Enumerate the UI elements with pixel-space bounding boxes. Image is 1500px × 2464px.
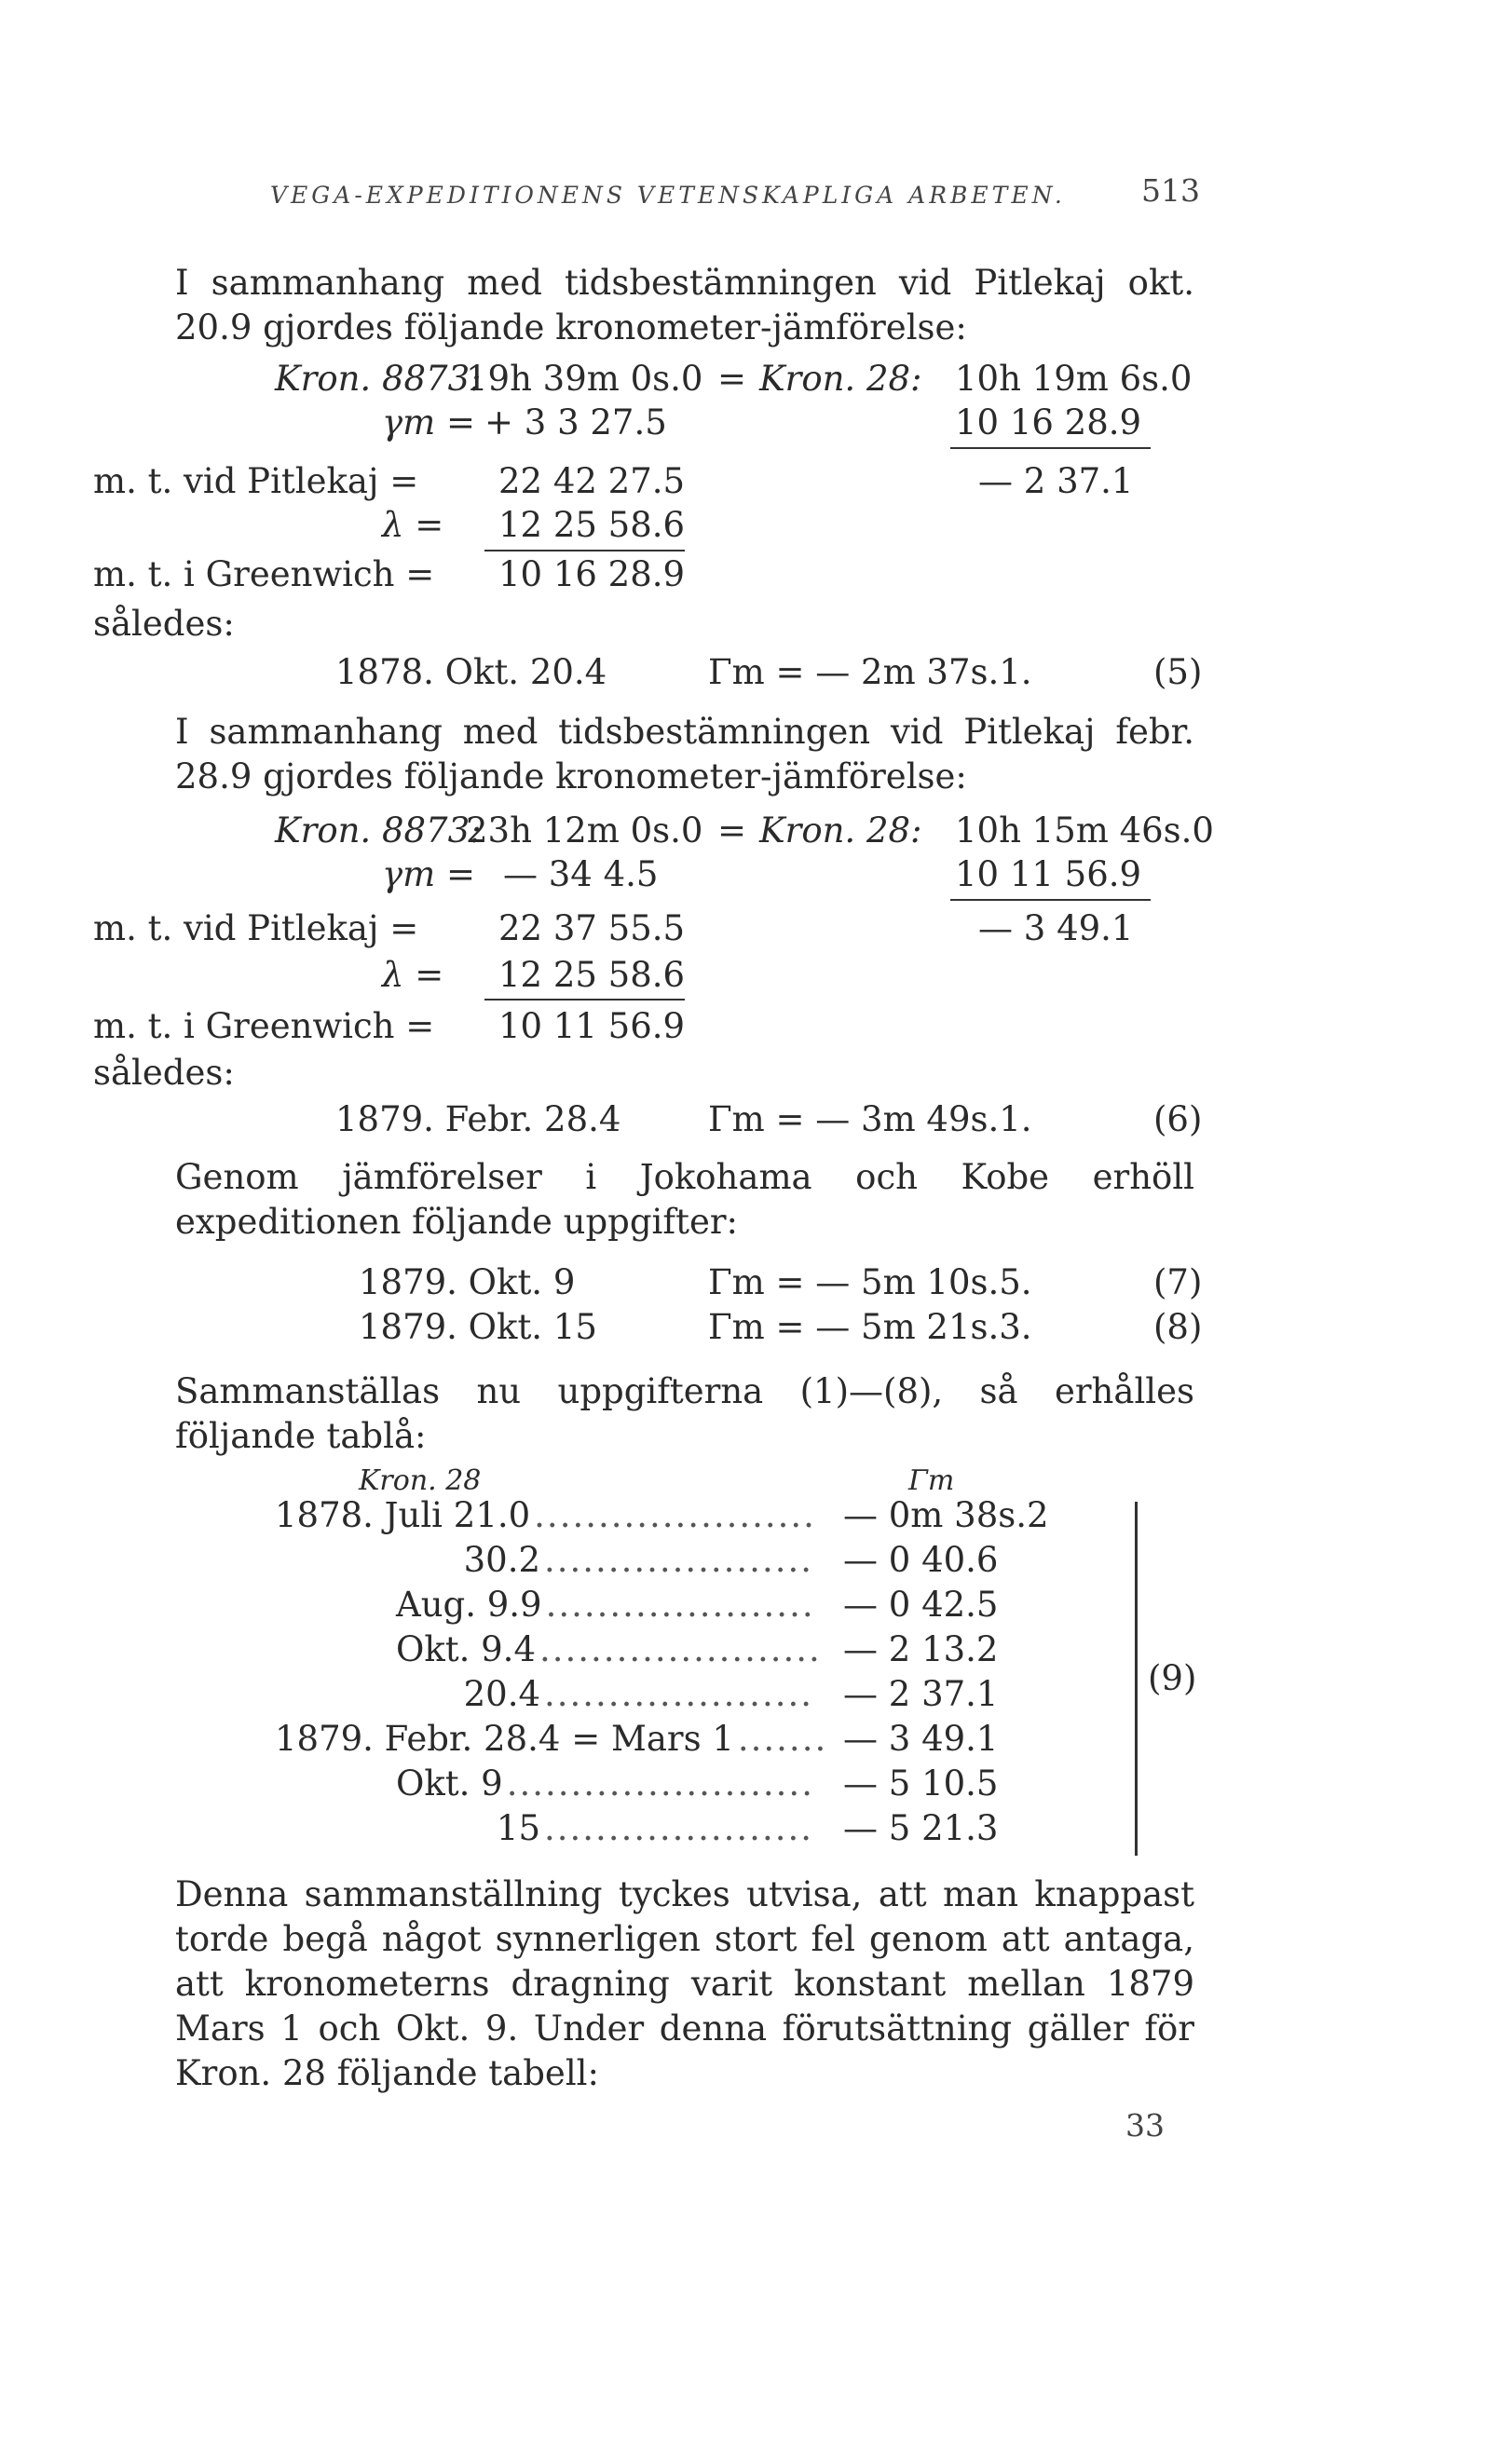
table-row-label: 20.4 [463, 1674, 540, 1714]
b3-row1-value: Γm = — 5m 10s.5. [708, 1262, 1032, 1302]
b2-gamma-label: γm = [382, 854, 475, 894]
b1-greenwich-value: 10 16 28.9 [498, 554, 686, 594]
page-number: 513 [1141, 172, 1200, 209]
b2-kron8873-value: 23h 12m 0s.0 [466, 810, 703, 851]
b1-pitlekaj-value: 22 42 27.5 [498, 461, 686, 501]
b1-difference: — 2 37.1 [978, 461, 1134, 501]
table-row-label: 1878. Juli 21.0 [275, 1495, 531, 1535]
b1-eq-number: (5) [1153, 652, 1203, 692]
b1-lambda-value: 12 25 58.6 [498, 505, 686, 545]
b2-result-date: 1879. Febr. 28.4 [335, 1099, 621, 1139]
table-row-value: — 3 49.1 [843, 1719, 999, 1759]
b1-greenwich-label: m. t. i Greenwich = [93, 554, 435, 594]
signature-mark: 33 [1125, 2107, 1165, 2144]
table-row-leader: ........................ [506, 1763, 814, 1804]
table-row-label: Okt. 9.4 [396, 1629, 536, 1669]
b1-kron28-label: Kron. 28: [759, 359, 922, 399]
b2-equals: = [717, 810, 747, 851]
running-title: VEGA-EXPEDITIONENS VETENSKAPLIGA ARBETEN. [270, 182, 1066, 209]
table-row-leader: ....... [737, 1719, 828, 1759]
b1-result-value: Γm = — 2m 37s.1. [708, 652, 1032, 692]
table-eq-number: (9) [1148, 1658, 1197, 1698]
table-row-leader: ..................... [544, 1540, 813, 1580]
table-col-kron28: Kron. 28 [359, 1464, 482, 1497]
b3-row1-eq: (7) [1153, 1262, 1203, 1302]
b1-gamma-label: γm = [382, 402, 475, 442]
b2-pitlekaj-value: 22 37 55.5 [498, 908, 686, 948]
b1-lambda-label: λ = [382, 505, 444, 545]
b2-rule-left [484, 999, 685, 1001]
b1-kron8873-label: Kron. 8873: [275, 359, 482, 399]
table-row-value: — 2 37.1 [843, 1674, 999, 1714]
b1-kron8873-value: 19h 39m 0s.0 [466, 359, 703, 399]
table-row-value: — 2 13.2 [843, 1629, 999, 1669]
b2-difference: — 3 49.1 [978, 908, 1134, 948]
b3-row2-value: Γm = — 5m 21s.3. [708, 1307, 1032, 1347]
b2-gamma-right: 10 11 56.9 [955, 854, 1142, 894]
b2-lambda-value: 12 25 58.6 [498, 955, 686, 995]
b2-rule-right [950, 899, 1151, 901]
b1-gamma-right: 10 16 28.9 [955, 402, 1142, 442]
table-brace [1135, 1502, 1138, 1856]
b1-rule-left [484, 550, 685, 551]
b2-greenwich-label: m. t. i Greenwich = [93, 1006, 435, 1046]
b2-pitlekaj-label: m. t. vid Pitlekaj = [93, 908, 419, 948]
b3-row2-date: 1879. Okt. 15 [359, 1307, 597, 1347]
table-row-leader: ..................... [545, 1585, 815, 1625]
table-row-label: 15 [496, 1808, 540, 1848]
b2-gamma-left: — 34 4.5 [503, 854, 659, 894]
table-row-label: Aug. 9.9 [396, 1585, 542, 1625]
table-row-leader: ..................... [544, 1808, 813, 1848]
paragraph-4: Sammanställas nu uppgifterna (1)—(8), så erhålles följande tablå: [175, 1371, 1194, 1456]
b2-kron28-label: Kron. 28: [759, 810, 922, 851]
paragraph-3: Genom jämförelser i Jokohama och Kobe erhöll expeditionen följande uppgifter: [175, 1157, 1194, 1242]
table-row-leader: ..................... [544, 1674, 813, 1714]
b1-pitlekaj-label: m. t. vid Pitlekaj = [93, 461, 419, 501]
table-col-gamma: Γm [908, 1464, 955, 1497]
b3-row1-date: 1879. Okt. 9 [359, 1262, 576, 1302]
b1-rule-right [950, 447, 1151, 449]
table-row-leader: ...................... [534, 1495, 816, 1535]
paragraph-2: I sammanhang med tidsbestämningen vid Pitlekaj febr. 28.9 gjordes följande kronometer-jämförelse: [175, 712, 1194, 796]
b1-gamma-left: + 3 3 27.5 [484, 402, 667, 442]
table-row-label: 30.2 [463, 1540, 540, 1580]
b1-kron28-value: 10h 19m 6s.0 [955, 359, 1193, 399]
b2-saledes: således: [93, 1053, 235, 1093]
table-row-value: — 0m 38s.2 [843, 1495, 1049, 1535]
paragraph-1: I sammanhang med tidsbestämningen vid Pitlekaj okt. 20.9 gjordes följande kronometer-jämförelse: [175, 263, 1194, 347]
table-row-value: — 0 42.5 [843, 1585, 999, 1625]
b2-eq-number: (6) [1153, 1099, 1203, 1139]
b3-row2-eq: (8) [1153, 1307, 1203, 1347]
table-row-label: Okt. 9 [396, 1763, 503, 1804]
table-row-leader: ...................... [539, 1629, 822, 1669]
b2-kron28-value: 10h 15m 46s.0 [955, 810, 1214, 851]
table-row-label: 1879. Febr. 28.4 = Mars 1 [275, 1719, 734, 1759]
b1-saledes: således: [93, 604, 235, 644]
b1-equals: = [717, 359, 747, 399]
b2-lambda-label: λ = [382, 955, 444, 995]
table-row-value: — 5 10.5 [843, 1763, 999, 1804]
table-row-value: — 5 21.3 [843, 1808, 999, 1848]
b2-kron8873-label: Kron. 8873: [275, 810, 482, 851]
table-row-value: — 0 40.6 [843, 1540, 999, 1580]
b2-greenwich-value: 10 11 56.9 [498, 1006, 686, 1046]
paragraph-5: Denna sammanställning tyckes utvisa, att man knappast torde begå något synnerligen stort fel genom att antaga, att kronometerns dragning varit konstant mellan 1879 Mars 1 och Okt. 9. Under denna förutsättning gäller för Kron. 28 följande tabell: [175, 1874, 1194, 2093]
b2-result-value: Γm = — 3m 49s.1. [708, 1099, 1032, 1139]
b1-result-date: 1878. Okt. 20.4 [335, 652, 607, 692]
